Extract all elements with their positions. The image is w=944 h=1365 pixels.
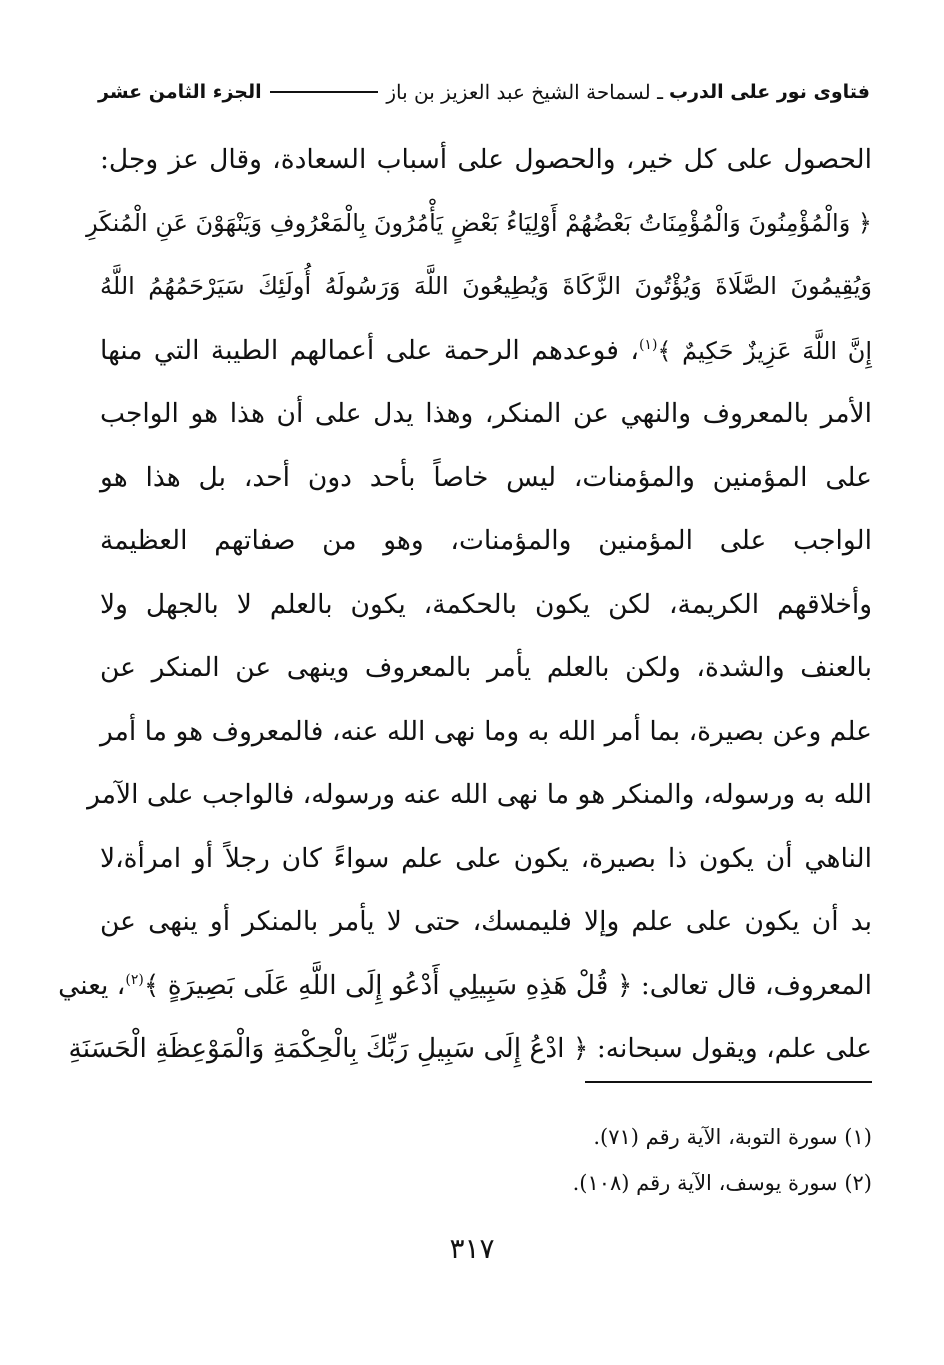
footnote-ref-1: (١) [638, 336, 658, 353]
text-line-6: على المؤمنين والمؤمنات، ليس خاصاً بأحد دون أحد، بل هذا هو [100, 461, 872, 493]
text-line-11: الله به ورسوله، والمنكر هو ما نهى الله عنه ورسوله، فالواجب على الآمر [87, 779, 872, 810]
text-line-14-main: المعروف، قال تعالى: ﴿ قُلْ هَذِهِ سَبِيلِي أَدْعُو إِلَى اللَّهِ عَلَى بَصِيرَةٍ ﴾ [143, 969, 872, 1001]
footnote-2: (٢) سورة يوسف، الآية رقم (١٠٨). [572, 1171, 872, 1195]
author-name: ـ لسماحة الشيخ عبد العزيز بن باز [386, 80, 663, 104]
text-line-13: بد أن يكون على علم وإلا فليمسك، حتى لا يأمر بالمنكر أو ينهى عن [100, 906, 872, 937]
footnote-ref-2: (٢) [125, 971, 144, 988]
series-title: فتاوى نور على الدرب [669, 81, 870, 103]
text-line-4-tail: ، فوعدهم الرحمة على أعمالهم الطيبة التي منها [100, 334, 639, 366]
text-line-4 [100, 319, 872, 383]
text-line-15: على علم، ويقول سبحانه: ﴿ ادْعُ إِلَى سَبِيلِ رَبِّكَ بِالْحِكْمَةِ وَالْمَوْعِظَةِ الْحَسَنَةِ [68, 1033, 872, 1064]
text-line-14 [58, 954, 872, 1018]
text-line-10: علم وعن بصيرة، بما أمر الله به وما نهى الله عنه، فالمعروف هو ما أمر [100, 715, 872, 747]
text-line-12: الناهي أن يكون ذا بصيرة، يكون على علم سواءً كان رجلاً أو امرأة،لا [100, 842, 872, 874]
text-line-5: الأمر بالمعروف والنهي عن المنكر، وهذا يدل على أن هذا هو الواجب [100, 398, 872, 429]
volume-title: الجزء الثامن عشر [98, 81, 262, 103]
running-header [98, 72, 870, 112]
footnote-1: (١) سورة التوبة، الآية رقم (٧١). [593, 1125, 872, 1149]
text-line-9: بالعنف والشدة، ولكن بالعلم يأمر بالمعروف وينهى عن المنكر عن [100, 652, 872, 683]
text-line-14-tail: ، يعني [58, 969, 126, 1001]
footnotes [100, 1114, 872, 1206]
quran-verse-end: إِنَّ اللَّهَ عَزِيزٌ حَكِيمٌ ﴾ [657, 336, 872, 365]
header-rule [270, 91, 379, 93]
quran-verse-line-3: وَيُقِيمُونَ الصَّلَاةَ وَيُؤْتُونَ الزَّكَاةَ وَيُطِيعُونَ اللَّهَ وَرَسُولَهُ أُولَئِكَ سَيَرْحَمُهُمُ اللَّهُ [100, 272, 872, 300]
footnote-separator [585, 1081, 872, 1083]
text-line-8: وأخلاقهم الكريمة، لكن يكون بالحكمة، يكون بالعلم لا بالجهل ولا [100, 588, 872, 620]
page-number: ٣١٧ [449, 1232, 495, 1265]
text-line-1: الحصول على كل خير، والحصول على أسباب السعادة، وقال عز وجل: [100, 144, 872, 175]
quran-verse-line-2: ﴿ وَالْمُؤْمِنُونَ وَالْمُؤْمِنَاتُ بَعْضُهُمْ أَوْلِيَاءُ بَعْضٍ يَأْمُرُونَ بِالْمَعْرُوفِ وَيَنْهَوْنَ عَنِ الْمُنكَرِ [86, 208, 872, 237]
body-text [58, 128, 872, 1081]
text-line-7: الواجب على المؤمنين والمؤمنات، وهو من صفاتهم العظيمة [100, 525, 872, 556]
